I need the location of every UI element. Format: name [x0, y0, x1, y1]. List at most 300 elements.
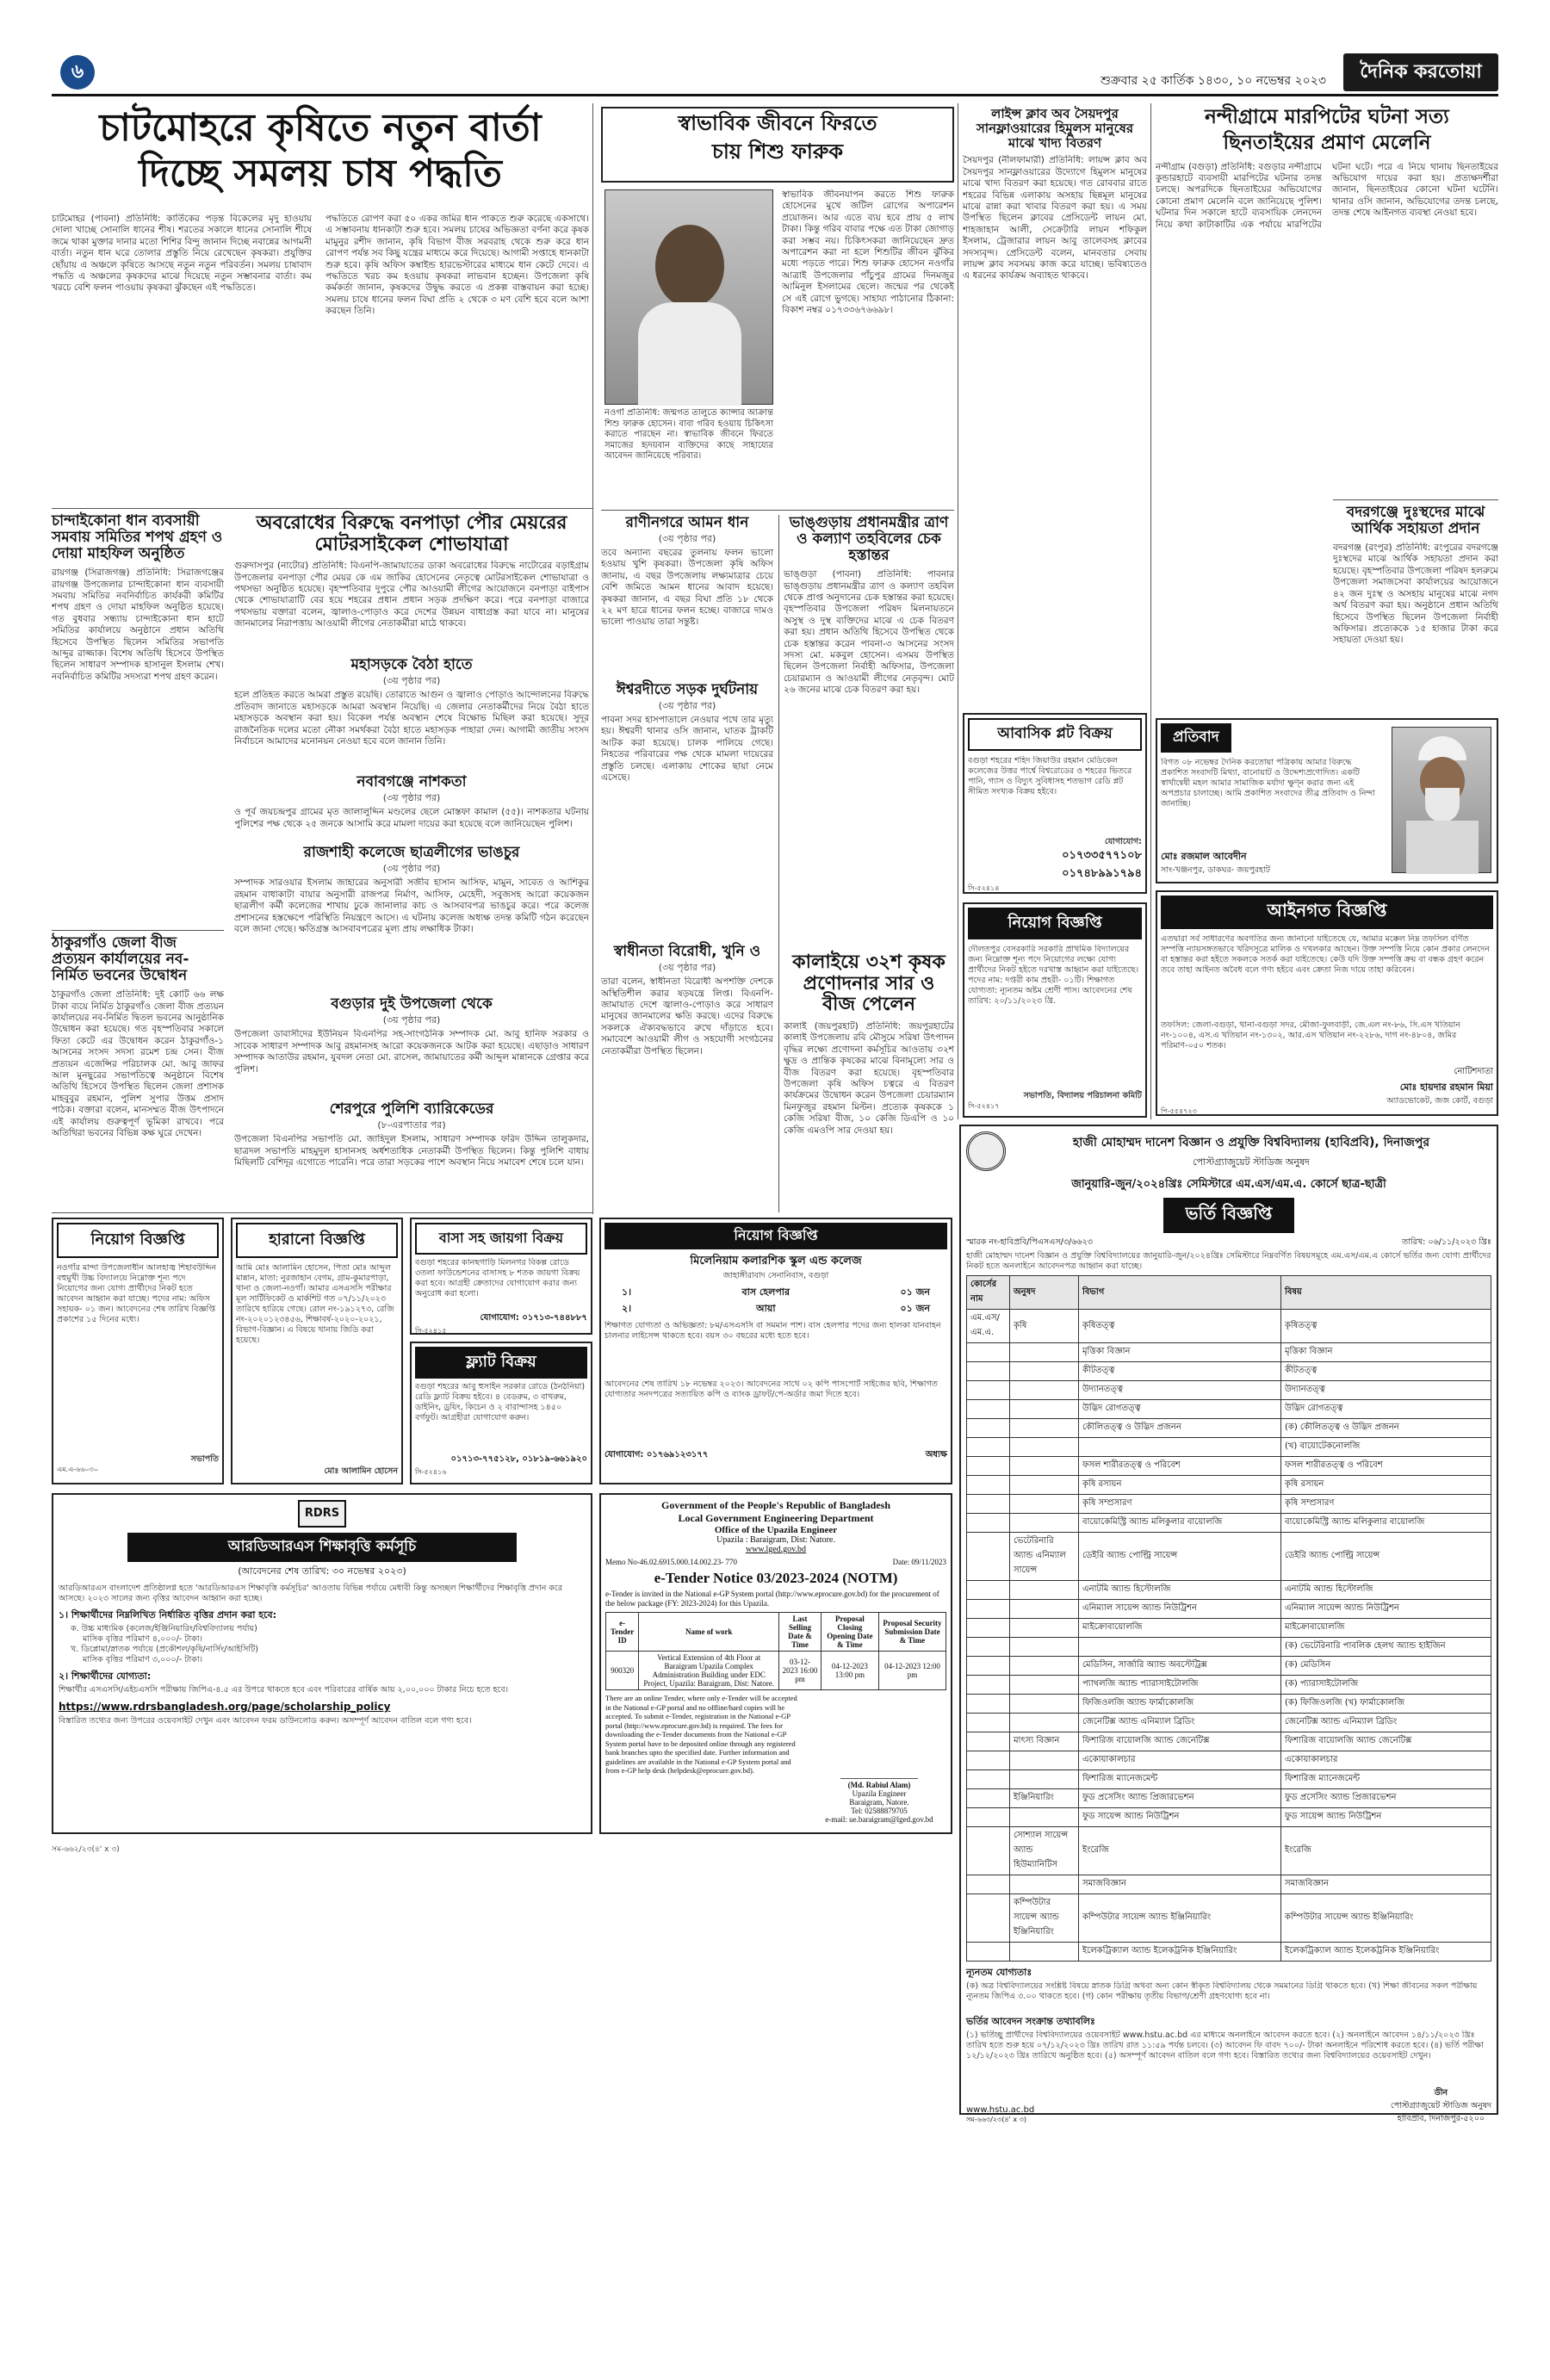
- tender-header: Proposal Security Submission Date & Time: [878, 1613, 946, 1652]
- continued-label: (৩য় পৃষ্ঠার পর): [658, 962, 716, 974]
- cell-faculty: [1010, 1619, 1079, 1638]
- cell-department: ডেইরি অ্যান্ড পোল্ট্রি সায়েন্স: [1079, 1533, 1281, 1581]
- table-row: [967, 1894, 1491, 1943]
- post-p: আয়া: [756, 1303, 776, 1314]
- table-row: [967, 1514, 1491, 1533]
- ad-title: বাসা সহ জায়গা বিক্রয়: [415, 1223, 587, 1255]
- story-headline-line2: দিচ্ছে সমলয় চাষ পদ্ধতি: [139, 152, 502, 196]
- post-p: বাস হেলপার: [741, 1286, 790, 1298]
- table-row: [967, 1875, 1491, 1894]
- table-row: [967, 1362, 1491, 1381]
- tender-signature: [815, 1760, 944, 1824]
- cell-subject: সমাজবিজ্ঞান: [1280, 1875, 1491, 1894]
- university-name: হাজী মোহাম্মদ দানেশ বিজ্ঞান ও প্রযুক্তি বিশ্ববিদ্যালয় (হাবিপ্রবি), দিনাজপুর: [1072, 1135, 1430, 1150]
- cell-subject: উদ্ভিদ রোগতত্ত্ব: [1280, 1400, 1491, 1419]
- ad-protest: [1156, 718, 1498, 883]
- contact: যোগাযোগ: ০১৭৬৯১২৩১৭৭: [604, 1450, 709, 1460]
- table-row: [967, 1400, 1491, 1419]
- cell-course: [967, 1419, 1010, 1438]
- sub-headline: স্বাধীনতা বিরোধী, খুনি ও: [613, 943, 761, 961]
- sub-headline: ঈশ্বরদীতে সড়ক দুর্ঘটনায়: [616, 681, 759, 699]
- university-website[interactable]: www.hstu.ac.bd: [966, 2105, 1035, 2115]
- sub-headline: রাজশাহী কলেজে ছাত্রলীগের ভাঙচুর: [303, 844, 520, 862]
- ad-body: এতদ্বারা সর্ব সাধারণের অবগতির জন্য জানানো যাইতেছে যে, আমার মক্কেল নিম্ন তফসিল বর্ণিত সম্পত্তি ন্যায়সঙ্গতভাবে খরিদসূত্রে মালিক ও দখলকার আছেন। উক্ত সম্পত্তি নিয়ে কোন প্রকার লেনদেন বা হস্তান্তর করা হইতে সকলকে সতর্ক করা যাইতেছে। কেউ যদি উক্ত সম্পত্তি ক্রয় বা বন্ধক গ্রহণ করেন তবে তাহা আইনত অবৈধ বলে গণ্য হইবে এবং ক্রেতা নিজ দায়ে তাহা করিবেন।: [1161, 934, 1490, 975]
- cell-subject: (ক) ভেটেরিনারি পাবলিক হেলথ অ্যান্ড হাইজিন: [1280, 1638, 1491, 1657]
- gov-line: Local Government Engineering Department: [678, 1512, 874, 1524]
- sign-name: মোঃ হায়দার রহমান মিয়া: [1399, 1082, 1493, 1093]
- cell-course: [967, 1581, 1010, 1600]
- cell-course: [967, 1875, 1010, 1894]
- ref-number: স্মারক নং-হাবিপ্রবি/পিএসএস/৩/৬৬২৩: [966, 1237, 1093, 1247]
- info-body: (১) ভর্তিচ্ছু প্রার্থীদের বিশ্ববিদ্যালয়ের ওয়েবসাইট www.hstu.ac.bd এর মাধ্যমে অনলাইনে আবেদন করতে হবে। (২) অনলাইনে আবেদন ১৪/১১/২০২৩ খ্রিঃ তারিখ হতে শুরু হয়ে ০৭/১২/২০২৩ খ্রিঃ তারিখ রাত ১১:৫৯ পর্যন্ত চলবে। (৩) আবেদন ফি বাবদ ৭০০/- টাকা অনলাইনে পরিশোধ করতে হবে। (৪) ভর্তি পরীক্ষা ১২/১২/২০২৩ খ্রিঃ তারিখে অনুষ্ঠিত হবে। (৫) অসম্পূর্ণ আবেদন বাতিল বলে গণ্য হবে। বিস্তারিত তথ্যের জন্য বিশ্ববিদ্যালয়ের ওয়েবসাইট দেখুন।: [966, 2030, 1484, 2061]
- cell-department: মৃত্তিকা বিজ্ঞান: [1079, 1343, 1281, 1362]
- cell-faculty: [1010, 1581, 1079, 1600]
- sub-body: হলে প্রতিহত করতে আমরা প্রস্তুত রয়েছি। তোরাতে আগুন ও জ্বালাও পোড়াও আন্দোলনের বিরুদ্ধে প্রতিবাদ জানাতে মহাসড়কে আমরা অবস্থান নিয়েছি। এ জেলার নেতাকর্মীদের নিয়ে বৈঠা হাতে মহাসড়কে অবস্থান করা হয়। বিকেল পর্যন্ত অবস্থান শেষে বিক্ষোভ মিছিল করা হয়েছে। সুদূর রাজনৈতিক দলের মতো নৌকা সমর্থকরা বৈঠা হাতে মহাসড়ক পাহারা দেন। আগামী জাতীয় সংসদ নির্বাচনে আমাদের মনোনয়ন নেওয়া হবে বলে জানান তিনি।: [234, 690, 589, 747]
- continued-label: (৩য় পৃষ্ঠার পর): [382, 792, 441, 804]
- signature-mark: [840, 1760, 918, 1779]
- cell-subject: ফুড সায়েন্স অ্যান্ড নিউট্রিশন: [1280, 1808, 1491, 1827]
- ad-title: ভর্তি বিজ্ঞপ্তি: [1163, 1198, 1295, 1233]
- memo-date: Date: 09/11/2023: [892, 1558, 946, 1566]
- post-n: ১।: [622, 1286, 632, 1298]
- ad-title: প্রতিবাদ: [1161, 723, 1231, 753]
- cell-faculty: [1010, 1657, 1079, 1676]
- post-c: ০১ জন: [900, 1303, 930, 1314]
- story-badarganj: [1333, 505, 1498, 672]
- scholarship-amount: মাসিক বৃত্তির পরিমাণ ৪,০০০/- টাকা।: [83, 1634, 203, 1644]
- cell-subject: এনাটমি অ্যান্ড হিস্টোলজি: [1280, 1581, 1491, 1600]
- story-headline: লাইন্স ক্লাব অব সৈয়দপুর সানফ্লাওয়ারের হিমুলস মানুষের মাঝে খাদ্য বিতরণ: [976, 106, 1134, 151]
- table-row: [967, 1438, 1491, 1457]
- cell-subject: কৃষি রসায়ন: [1280, 1476, 1491, 1495]
- cell-course: [967, 1943, 1010, 1962]
- university-emblem: [966, 1131, 1006, 1171]
- bottom-code: সম-৬৬২/২৩(৪' x ৩): [52, 1845, 120, 1854]
- cell-faculty: সোশ্যাল সায়েন্স অ্যান্ড হিউম্যানিটিস: [1010, 1827, 1079, 1875]
- rdrs-logo: RDRS: [298, 1500, 346, 1528]
- ad-legal-notice: [1156, 890, 1498, 1116]
- memo-number: Memo No-46.02.6915.000.14.002.23- 770: [605, 1558, 737, 1566]
- story-headline-line1: চাটমোহরে কৃষিতে নতুন বার্তা: [99, 106, 542, 150]
- cell-subject: জেনেটিক্স অ্যান্ড এনিম্যাল ব্রিডিং: [1280, 1714, 1491, 1732]
- sub-body: পাবনা সদর হাসপাতালে নেওয়ার পথে তার মৃত্যু হয়। ঈশ্বরদী থানার ওসি জানান, ঘাতক ট্রাকটি আটক করা হয়েছে। চালক পালিয়ে গেছে। নিহতের পরিবারের পক্ষ থেকে মামলা দায়েরের প্রস্তুতি চলছে। এলাকায় শোকের ছায়া নেমে এসেছে।: [601, 715, 773, 784]
- tender-title: e-Tender Notice 03/2023-2024 (NOTM): [654, 1570, 898, 1586]
- cell-department: এনাটমি অ্যান্ড হিস্টোলজি: [1079, 1581, 1281, 1600]
- session-line: জানুয়ারি-জুন/২০২৪খ্রিঃ সেমিস্টারে এম.এস/এম.এ. কোর্সে ছাত্র-ছাত্রী: [1071, 1178, 1386, 1191]
- faculty-name: পোস্টগ্র্যাজুয়েট স্টাডিজ অনুষদ: [1193, 1156, 1310, 1168]
- tender-cell: Vertical Extension of 4th Floor at Baraigram Upazila Complex Administration Building under EDC Project, Upazila: Baraigram, Dist: Natore.: [639, 1652, 779, 1690]
- cell-course: [967, 1457, 1010, 1476]
- ad-body: বগুড়া শহরের কানছগাড়ি মিলনগর বিকল্প রোডে ৩তলা ফাউন্ডেশনের বাসাসহ ৮ শতক জায়গা বিক্রয় করা হবে। আগ্রহী ক্রেতাদের যোগাযোগ করার জন্য অনুরোধ করা হলো।: [415, 1258, 580, 1298]
- tender-header: e-Tender ID: [606, 1613, 639, 1652]
- table-row: [967, 1695, 1491, 1714]
- cell-faculty: [1010, 1943, 1079, 1962]
- cell-course: [967, 1514, 1010, 1533]
- post-c: ০১ জন: [900, 1286, 930, 1298]
- story-headline: বদরগঞ্জে দুঃস্থদের মাঝে আর্থিক সহায়তা প্রদান: [1346, 504, 1485, 538]
- cell-department: উদ্ভিদ রোগতত্ত্ব: [1079, 1400, 1281, 1419]
- cell-course: [967, 1438, 1010, 1457]
- ad-footer: বিস্তারিত তথ্যের জন্য উপরের ওয়েবসাইট দেখুন এবং আবেদন ফরম ডাউনলোড করুন। অসম্পূর্ণ আবেদন বাতিল বলে গণ্য হবে।: [59, 1716, 472, 1726]
- story-nandigram: [1156, 107, 1498, 505]
- cell-course: [967, 1619, 1010, 1638]
- cell-department: উদ্যানতত্ত্ব: [1079, 1381, 1281, 1400]
- story-headline: ভাঙ্গুড়ায় প্রধানমন্ত্রীর ত্রাণ ও কল্যাণ তহবিলের চেক হস্তান্তর: [789, 514, 949, 565]
- story-headline-line3: বীজ পেলেন: [822, 994, 916, 1016]
- table-row: [967, 1789, 1491, 1808]
- table-row: [967, 1495, 1491, 1514]
- cell-department: [1079, 1638, 1281, 1657]
- cell-faculty: কৃষি: [1010, 1310, 1079, 1343]
- cell-faculty: [1010, 1751, 1079, 1770]
- col-faculty: অনুষদ: [1010, 1276, 1079, 1310]
- ad-body: বগুড়া শহরের শহিদ জিয়াউর রহমান মেডিকেল কলেজের উত্তর পার্শ্বে বিশ্বরোডের ও শহরের ভিতরে পানি, গ্যাস ও বিদ্যুৎ সুবিধাসহ শতভাগ রেডি প্লট সীমিত সংখ্যক বিক্রয় হইবে।: [968, 756, 1132, 796]
- ad-house-sale: [410, 1218, 592, 1335]
- child-photo: [604, 189, 773, 405]
- sub-body: উপজেলা ডাবাসীদের ইউনিয়ন বিএনপির সহ-সাংগঠনিক সম্পাদক মো. আবু হানিফ সরকার ও সাবেক সাধারণ সম্পাদক আবু রহমানসহ আরো কয়েকজনকে আটক করা হয়েছে। এছাড়াও সাধারণ সম্পাদক আতাউর রহমান, যুবদল নেতা মো. রাসেল, জামায়াতের কর্মী আব্দুল মান্নানকে গ্রেপ্তার করে পুলিশ।: [234, 1029, 589, 1075]
- cell-subject: মৃত্তিকা বিজ্ঞান: [1280, 1343, 1491, 1362]
- page-number: ৬: [71, 61, 84, 83]
- cell-faculty: [1010, 1600, 1079, 1619]
- sub-headline: নবাবগঞ্জে নাশকতা: [356, 773, 467, 791]
- cell-department: কৌলিতত্ত্ব ও উদ্ভিদ প্রজনন: [1079, 1419, 1281, 1438]
- table-row: [967, 1808, 1491, 1827]
- cell-course: [967, 1381, 1010, 1400]
- phone-number: ০১৭৪৮৯৯১৭৯৪: [1062, 867, 1142, 880]
- ref-date: তারিখ: ০৬/১১/২০২৩ খ্রিঃ: [1402, 1237, 1491, 1247]
- min-qual-body: (ক) অত্র বিশ্ববিদ্যালয়ের সংশ্লিষ্ট বিষয়ে স্নাতক ডিগ্রি অথবা অন্য কোন স্বীকৃত বিশ্ববিদ্যালয় থেকে সমমানের ডিগ্রি থাকতে হবে। (খ) শিক্ষা জীবনের সকল পরীক্ষায় ন্যূনতম জিপিএ ৩.০০ থাকতে হবে। (গ) কোন পরীক্ষায় তৃতীয় বিভাগ/শ্রেণী গ্রহণযোগ্য হবে না।: [966, 1981, 1478, 2001]
- scholarship-amount: মাসিক বৃত্তির পরিমাণ ৩,০০০/- টাকা।: [83, 1655, 203, 1664]
- table-row: [967, 1676, 1491, 1695]
- sign-title: Upazila Engineer: [852, 1789, 907, 1798]
- phone-number: যোগাযোগ: ০১৭১৩-৭৪৪৮৮৭: [480, 1313, 587, 1323]
- ad-flat-sale: [410, 1342, 592, 1484]
- sub-headline: মহাসড়কে বৈঠা হাতে: [350, 656, 473, 674]
- cell-subject: (ক) কৌলিতত্ত্ব ও উদ্ভিদ প্রজনন: [1280, 1419, 1491, 1438]
- cell-subject: ইংরেজি: [1280, 1827, 1491, 1875]
- ad-title: নিয়োগ বিজ্ঞপ্তি: [968, 908, 1142, 939]
- story-bonpara: [234, 513, 589, 1203]
- cell-faculty: [1010, 1419, 1079, 1438]
- cell-subject: এনিম্যাল সায়েন্স অ্যান্ড নিউট্রিশন: [1280, 1600, 1491, 1619]
- gov-line: Government of the People's Republic of Bangladesh: [661, 1499, 890, 1511]
- sign-office: Baraigram, Natore.: [849, 1798, 909, 1807]
- phone-number: ০১৭৩৩৫৭৭১০৮: [1062, 849, 1142, 862]
- cell-department: প্যাথলজি অ্যান্ড প্যারাসাইটোলজি: [1079, 1676, 1281, 1695]
- ad-code: সি-৫২৪১৭: [968, 1102, 1000, 1110]
- ad-code: এম.এ-৬৬০৩০: [57, 1466, 99, 1473]
- story-body: নন্দীগ্রাম (বগুড়া) প্রতিনিধি: বগুড়ার নন্দীগ্রামে কুন্ডারহাটে ব্যবসায়ী মারপিটের ঘটনার তদন্ত চলছে। অপরদিকে ছিনতাইয়ের অভিযোগের কোনো প্রমাণ মেলেনি বলে জানিয়েছে পুলিশ। ঘটনার দিন সকালে হাটে ব্যবসায়িক লেনদেন নিয়ে কথা কাটাকাটির এক পর্যায়ে মারপিটের ঘটনা ঘটে। পরে এ নিয়ে থানায় ছিনতাইয়ের অভিযোগ দায়ের করা হয়। প্রত্যক্ষদর্শীরা জানান, ছিনতাইয়ের কোনো ঘটনা ঘটেনি। থানার ওসি জানান, অভিযোগের তদন্ত চলছে, তদন্ত শেষে আইনগত ব্যবস্থা নেওয়া হবে।: [1156, 161, 1498, 230]
- cell-department: ফিশারিজ ম্যানেজমেন্ট: [1079, 1770, 1281, 1789]
- ad-code: সম-৬৬৩/২৩(৪' x ৩): [966, 2116, 1026, 2123]
- ad-sign: সভাপতি: [190, 1454, 219, 1464]
- ad-subtitle: (আবেদনের শেষ তারিখ: ৩০ নভেম্বর ২০২৩): [238, 1565, 406, 1577]
- story-body: কালাই (জয়পুরহাট) প্রতিনিধি: জয়পুরহাটের কালাই উপজেলায় রবি মৌসুমে সরিষা উৎপাদন বৃদ্ধির লক্ষ্যে প্রণোদনা কর্মসূচির আওতায় ৩২শ ক্ষুদ্র ও প্রান্তিক কৃষকের মাঝে বিনামূল্যে সার ও বীজ বিতরণ করা হয়েছে। বৃহস্পতিবার উপজেলা কৃষি অফিস চত্বরে এ বিতরণ কার্যক্রমের উদ্বোধন করেন উপজেলা চেয়ারম্যান মিনফুজুর রহমান মিল্টন। প্রত্যেক কৃষককে ১ কেজি সরিষা বীজ, ১০ কেজি ডিএপি ও ১০ কেজি এমওপি সার দেওয়া হয়।: [784, 1020, 954, 1136]
- cell-course: [967, 1638, 1010, 1657]
- tender-header: Proposal Closing Opening Date & Time: [821, 1613, 878, 1652]
- ad-title: নিয়োগ বিজ্ঞপ্তি: [604, 1223, 947, 1249]
- story-headline-line2: প্রণোদনার সার ও: [803, 972, 935, 995]
- newspaper-logo: দৈনিক করতোয়া: [1343, 53, 1498, 91]
- cell-subject: উদ্যানতত্ত্ব: [1280, 1381, 1491, 1400]
- cell-subject: বায়োকেমিস্ট্রি অ্যান্ড মলিকুলার বায়োলজি: [1280, 1514, 1491, 1533]
- cell-subject: মাইক্রোবায়োলজি: [1280, 1619, 1491, 1638]
- story-body: বদরগঞ্জ (রংপুর) প্রতিনিধি: রংপুরের বদরগঞ্জে দুঃস্থদের মাঝে আর্থিক সহায়তা প্রদান করা হয়েছে। বৃহস্পতিবার উপজেলা পরিষদ হলরুমে উপজেলা সমাজসেবা কার্যালয়ের আয়োজনে ৪২ জন দুঃস্থ ও অসহায় মানুষের মাঝে নগদ অর্থ বিতরণ করা হয়। অনুষ্ঠানে প্রধান অতিথি হিসেবে উপস্থিত ছিলেন উপজেলা নির্বাহী অফিসার। প্রত্যেককে ১৫ হাজার টাকা করে সহায়তা দেওয়া হয়।: [1333, 542, 1498, 646]
- cell-subject: কৃষি সম্প্রসারণ: [1280, 1495, 1491, 1514]
- story-chandaikona: [52, 513, 224, 919]
- ad-intro: আরডিআরএস বাংলাদেশ প্রতিষ্ঠালগ্ন হতে 'আরডিআরএস শিক্ষাবৃত্তি কর্মসূচির' আওতায় বিভিন্ন পর্যায়ে মেধাবী কিন্তু অসচ্ছল শিক্ষার্থীদের শিক্ষাবৃত্তি প্রদান করে আসছে। ২০২৩ সালের জন্য বৃত্তির আবেদন আহ্বান করা হচ্ছে।: [59, 1584, 563, 1603]
- cell-faculty: [1010, 1400, 1079, 1419]
- apply-info: আবেদনের শেষ তারিখ ১৮ নভেম্বর ২০২৩। আবেদনের সাথে ০২ কপি পাসপোর্ট সাইজের ছবি, শিক্ষাগত যোগ্যতার সনদপত্রের সত্যায়িত কপি ও ব্যাংক ড্রাফট/পে-অর্ডার জমা দিতে হবে।: [604, 1379, 938, 1399]
- ad-intro: হাজী মোহাম্মদ দানেশ বিজ্ঞান ও প্রযুক্তি বিশ্ববিদ্যালয়ের জানুয়ারি-জুন/২০২৪খ্রিঃ সেমিস্টারে নিম্নবর্ণিত বিষয়সমূহে এম.এস/এম.এ কোর্সে ভর্তির জন্য যোগ্য প্রার্থীদের নিকট হতে অনলাইনে আবেদনপত্র আহ্বান করা যাচ্ছে।: [966, 1251, 1491, 1271]
- institution-address: জাহাঙ্গীরাবাদ সেনানিবাস, বগুড়া: [722, 1271, 829, 1280]
- table-row: [967, 1714, 1491, 1732]
- sign-title: অ্যাডভোকেট, জজ কোর্ট, বগুড়া: [1386, 1096, 1493, 1106]
- tender-table: [605, 1612, 946, 1690]
- story-headline-line1: কালাইয়ে ৩২শ কৃষক: [792, 951, 946, 973]
- ad-rdrs-scholarship: [52, 1493, 592, 1834]
- ad-title: আরডিআরএস শিক্ষাবৃত্তি কর্মসূচি: [127, 1533, 517, 1562]
- continued-label: (৩য় পৃষ্ঠার পর): [382, 1014, 441, 1026]
- cell-department: একোয়াকালচার: [1079, 1751, 1281, 1770]
- continued-label: (৩য় পৃষ্ঠার পর): [658, 533, 716, 545]
- story-headline-line2: চায় শিশু ফারুক: [711, 139, 844, 164]
- table-row: [967, 1581, 1491, 1600]
- cell-faculty: [1010, 1808, 1079, 1827]
- section-heading: ২। শিক্ষার্থীদের যোগ্যতা:: [59, 1670, 152, 1682]
- ad-sign: মোঃ আলামিন হোসেন: [324, 1466, 398, 1476]
- cell-course: [967, 1894, 1010, 1943]
- col-department: বিভাগ: [1079, 1276, 1281, 1310]
- ad-university-admission: [959, 1125, 1498, 2123]
- cell-department: ফিজিওলজি অ্যান্ড ফার্মাকোলজি: [1079, 1695, 1281, 1714]
- qualification: শিক্ষাগত যোগ্যতা ও অভিজ্ঞতা: ৮ম/এসএসসি বা সমমান পাশ। বাস হেলপার পদের জন্য হালকা যানবাহন চালনার লাইসেন্স থাকতে হবে। বয়স ৩০ বছরের মধ্যে হতে হবে।: [604, 1321, 941, 1341]
- cell-subject: একোয়াকালচার: [1280, 1751, 1491, 1770]
- story-kalai: [784, 952, 954, 1211]
- photo-caption: নওগাঁ প্রতিনিধি: জন্মগত তালুতে ক্যান্সার আক্রান্ত শিশু ফারুক হোসেন। বাবা গরিব হওয়ায় চিকিৎসা করাতে পারছেন না। স্বাভাবিক জীবনে ফিরতে সমাজের হৃদয়বান ব্যক্তিদের কাছে সাহায্যের আবেদন জানিয়েছে পরিবার।: [604, 408, 773, 461]
- cell-subject: (ক) প্যারাসাইটোলজি: [1280, 1676, 1491, 1695]
- story-headline: অবরোধের বিরুদ্ধে বনপাড়া পৌর মেয়রের মোটরসাইকেল শোভাযাত্রা: [256, 512, 567, 555]
- tender-notes: There are an online Tender, where only e-Tender will be accepted in the National e-GP portal and no offline/hard copies will be accepted. To submit e-Tender, registration in the National e-GP portal (http://www.eprocure.gov.bd) is required. The fees for downloading the e-Tender documents from the National e-GP System portal have to be deposited online through any registered bank branches upto the specified date. Further information and guidelines are available in the National e-GP System portal and from e-GP help desk (helpdesk@eprocure.gov.bd).: [605, 1694, 797, 1775]
- continued-label: (৩য় পৃষ্ঠার পর): [658, 700, 716, 712]
- scholarship-item: ক. উচ্চ মাধ্যমিক (কলেজ/ইঞ্জিনিয়ারিং/বিশ্ববিদ্যালয় পর্যায়): [71, 1624, 257, 1633]
- ad-lost-notice: [231, 1218, 403, 1484]
- ad-millennium-job: [599, 1218, 952, 1484]
- cell-course: [967, 1751, 1010, 1770]
- cell-subject: ফুড প্রসেসিং অ্যান্ড প্রিজারভেশন: [1280, 1789, 1491, 1808]
- cell-department: কীটতত্ত্ব: [1079, 1362, 1281, 1381]
- cell-subject: কীটতত্ত্ব: [1280, 1362, 1491, 1381]
- cell-course: [967, 1789, 1010, 1808]
- cell-faculty: ভেটেরিনারি অ্যান্ড এনিম্যাল সায়েন্স: [1010, 1533, 1079, 1581]
- sign-address: হাবিপ্রবি, দিনাজপুর-৫২০০: [1397, 2114, 1485, 2123]
- tender-cell: 03-12-2023 16:00 pm: [779, 1652, 822, 1690]
- cell-course: [967, 1676, 1010, 1695]
- tender-intro: e-Tender is invited in the National e-GP System portal (http://www.eprocure.gov.bd) for the procurement of the below package (FY: 2023-2024) for this Upazila.: [605, 1590, 939, 1608]
- gov-line: Office of the Upazila Engineer: [714, 1525, 838, 1535]
- person-photo: [1392, 727, 1491, 873]
- ad-sign: অধ্যক্ষ: [925, 1450, 947, 1460]
- cell-faculty: [1010, 1638, 1079, 1657]
- table-row: [967, 1827, 1491, 1875]
- cell-faculty: [1010, 1875, 1079, 1894]
- cell-department: এনিম্যাল সায়েন্স অ্যান্ড নিউট্রিশন: [1079, 1600, 1281, 1619]
- scholarship-item: খ. ডিপ্লোমা/স্নাতক পর্যায়ে (প্রকৌশল/কৃষি/নার্সিং/আইসিটি): [71, 1645, 258, 1654]
- cell-faculty: কম্পিউটার সায়েন্স অ্যান্ড ইঞ্জিনিয়ারিং: [1010, 1894, 1079, 1943]
- gov-line: Upazila : Baraigram, Dist: Natore.: [716, 1535, 835, 1545]
- story-body: রায়গঞ্জ (সিরাজগঞ্জ) প্রতিনিধি: সিরাজগঞ্জের রায়গঞ্জ উপজেলার চান্দাইকোনা ধান ব্যবসায়ী সমবায় সমিতির নবনির্বাচিত কার্যকরী কমিটির শপথ গ্রহণ ও দোয়া মাহফিল অনুষ্ঠিত হয়েছে। গত বুধবার সন্ধ্যায় চান্দাইকোনা ধান হাটে সমিতির কার্যালয়ে অনুষ্ঠানে প্রধান অতিথি হিসেবে উপস্থিত ছিলেন সমিতির সভাপতি আব্দুর রাজ্জাক। বিশেষ অতিথি হিসেবে উপস্থিত ছিলেন সাধারণ সম্পাদক হাসানুল ইসলাম শেখ। নবনির্বাচিত কমিটির সদস্যরা শপথ গ্রহণ করেন।: [52, 567, 224, 682]
- table-row: [967, 1732, 1491, 1751]
- sign-name: (Md. Rabiul Alam): [847, 1781, 911, 1789]
- cell-faculty: [1010, 1381, 1079, 1400]
- signer-address: সাং-খঞ্জনপুর, ডাকঘর- জয়পুরহাট: [1161, 865, 1270, 875]
- cell-course: [967, 1808, 1010, 1827]
- cell-course: [967, 1732, 1010, 1751]
- table-row: [967, 1533, 1491, 1581]
- cell-faculty: [1010, 1770, 1079, 1789]
- cell-course: [967, 1495, 1010, 1514]
- ad-code: সি-৫২৪১৬: [415, 1468, 447, 1476]
- cell-faculty: [1010, 1676, 1079, 1695]
- post-row: [622, 1285, 930, 1301]
- cell-department: সমাজবিজ্ঞান: [1079, 1875, 1281, 1894]
- ad-body: দৌলতপুর বেসরকারি সরকারি প্রাথমিক বিদ্যালয়ের জন্য নিম্নোক্ত শূন্য পদে নিয়োগের লক্ষ্যে যোগ্য প্রার্থীদের নিকট হইতে দরখাস্ত আহ্বান করা যাইতেছে। পদের নাম: দপ্তরী কাম প্রহরী- ০১টি। শিক্ষাগত যোগ্যতা: ন্যূনতম অষ্টম শ্রেণী পাস। আবেদনের শেষ তারিখ: ২০/১১/২০২৩ খ্রি.: [968, 945, 1139, 1006]
- story-chatmohar: [52, 106, 589, 317]
- institution-name: মিলেনিয়াম কলারশিক স্কুল এন্ড কলেজ: [690, 1255, 862, 1267]
- story-saidpur: [963, 107, 1147, 654]
- cell-department: জেনেটিক্স অ্যান্ড এনিম্যাল ব্রিডিং: [1079, 1714, 1281, 1732]
- story-raninagar: [601, 515, 773, 1149]
- cell-faculty: [1010, 1476, 1079, 1495]
- post-list: [622, 1285, 930, 1317]
- cell-faculty: [1010, 1514, 1079, 1533]
- cell-faculty: [1010, 1343, 1079, 1362]
- cell-faculty: [1010, 1438, 1079, 1457]
- sub-body: সম্পাদক সারওয়ার ইসলাম জাহারের অনুসারী সজীব হাসান আসিফ, মামুন, সাবেত ও আশিকুর রহমান বাধাকাটা বায়ার অনুসারী রাজপত্র নির্মাণ, আসিফ, মেহেদী, সবুজসহ আরো কয়েকজন ছাত্রলীগ কর্মী কলেজের শাখায় ঢুকে জানালার কাচ ও আসবাবপত্র ভাঙচুর করে। পরে কলেজ প্রশাসনের হস্তক্ষেপে পরিস্থিতি নিয়ন্ত্রণে আসে। এ ঘটনায় কলেজ অধ্যক্ষ তদন্ত কমিটি গঠন করেছেন বলে জানা গেছে। ক্ষতিগ্রস্ত আসবাবপত্রের মূল্য প্রায় লক্ষাধিক টাকা।: [234, 877, 589, 934]
- tender-header: Name of work: [639, 1613, 779, 1652]
- cell-subject: কৃষিতত্ত্ব: [1280, 1310, 1491, 1343]
- ad-schedule: তফসিল: জেলা-বগুড়া, থানা-বগুড়া সদর, মৌজা-ফুলবাড়ী, জে.এল নং-৮৬, সি.এস খতিয়ান নং-১০০৪, এস.এ খতিয়ান নং-১৩০২, আর.এস খতিয়ান নং-২২৮৬, দাগ নং-৪৮০৪, জমির পরিমাণ-০৫০ শতক।: [1161, 1020, 1460, 1051]
- cell-subject: (খ) বায়োটেকনোলজি: [1280, 1438, 1491, 1457]
- continued-label: (৩য় পৃষ্ঠার পর): [382, 863, 441, 875]
- cell-course: [967, 1476, 1010, 1495]
- table-row: [967, 1457, 1491, 1476]
- cell-faculty: [1010, 1495, 1079, 1514]
- cell-subject: ফিশারিজ ম্যানেজমেন্ট: [1280, 1770, 1491, 1789]
- ad-body: বগুড়া শহরের আবু হুসাইন সরকার রোডে (ঠনঠনিয়া) রেডি ফ্ল্যাট বিক্রয় হইবে। ৪ বেডরুম, ৩ বাথরুম, ডাইনিং, ড্রয়িং, কিচেন ও ২ বারান্দাসহ ১৪৫০ বর্গফুট। আগ্রহীরা যোগাযোগ করুন।: [415, 1382, 586, 1422]
- date-line: শুক্রবার ২৫ কার্তিক ১৪৩০, ১০ নভেম্বর ২০২৩: [1100, 74, 1326, 88]
- cell-faculty: মাৎস্য বিজ্ঞান: [1010, 1732, 1079, 1751]
- story-headline-line2: ছিনতাইয়ের প্রমাণ মেলেনি: [1223, 131, 1431, 154]
- cell-department: মেডিসিন, সার্জারি অ্যান্ড অবস্টেট্রিক্স: [1079, 1657, 1281, 1676]
- cell-faculty: [1010, 1457, 1079, 1476]
- admission-table: [966, 1275, 1491, 1962]
- table-row: [967, 1751, 1491, 1770]
- ad-job-notice: [963, 902, 1147, 1118]
- cell-subject: ডেইরি অ্যান্ড পোল্ট্রি সায়েন্স: [1280, 1533, 1491, 1581]
- ad-job-left: [52, 1218, 224, 1484]
- cell-faculty: ইঞ্জিনিয়ারিং: [1010, 1789, 1079, 1808]
- ad-code: পি-৫৫৪৭২৩: [1161, 1107, 1197, 1115]
- story-faruk: [601, 107, 954, 461]
- masthead: [52, 52, 1498, 96]
- cell-course: [967, 1770, 1010, 1789]
- cell-course: [967, 1533, 1010, 1581]
- ad-body: নওগাঁর মান্দা উপজেলাধীন আলহাজ্ব শিহাবউদ্দিন বহুমুখী উচ্চ বিদ্যালয়ে নিম্নোক্ত শূন্য পদে নিয়োগের জন্য যোগ্য প্রার্থীদের নিকট হতে আবেদন আহ্বান করা যাচ্ছে। পদের নাম: অফিস সহায়ক- ০১ জন। আবেদনের শেষ তারিখ বিজ্ঞপ্তি প্রকাশের ১৫ দিনের মধ্যে।: [57, 1263, 217, 1324]
- tender-cell: 900320: [606, 1652, 639, 1690]
- cell-department: বায়োকেমিস্ট্রি অ্যান্ড মলিকুলার বায়োলজি: [1079, 1514, 1281, 1533]
- cell-department: ইলেকট্রিক্যাল অ্যান্ড ইলেকট্রনিক ইঞ্জিনিয়ারিং: [1079, 1943, 1281, 1962]
- ad-body: আমি মোঃ আলামিন হোসেন, পিতা মোঃ আব্দুল মান্নান, মাতা: নুরজাহান বেগম, গ্রাম-কুমারপাড়া, থানা ও জেলা-নওগাঁ। আমার এসএসসি পরীক্ষার মূল সার্টিফিকেট ও মার্কশিট গত ০৭/১১/২০২৩ তারিখে হারিয়ে গেছে। রোল নং-১৯১২৭৩, রেজি নং-২০২০১২৩৪৫৬, শিক্ষাবর্ষ-২০২০-২০২১, বিভাগ-বিজ্ঞান। এ বিষয়ে থানায় জিডি করা হয়েছে।: [236, 1263, 394, 1345]
- info-title: ভর্তির আবেদন সংক্রান্ত তথ্যাবলিঃ: [966, 2016, 1095, 2027]
- cell-course: এম.এস/ এম.এ.: [967, 1310, 1010, 1343]
- cell-department: ইংরেজি: [1079, 1827, 1281, 1875]
- story-headline: ঠাকুরগাঁও জেলা বীজ প্রত্যয়ন কার্যালয়ের নব-নির্মিত ভবনের উদ্বোধন: [52, 934, 189, 985]
- cell-department: কৃষিতত্ত্ব: [1079, 1310, 1281, 1343]
- sign-email: e-mail: ue.baraigram@lged.gov.bd: [825, 1815, 933, 1824]
- cell-department: কম্পিউটার সায়েন্স অ্যান্ড ইঞ্জিনিয়ারিং: [1079, 1894, 1281, 1943]
- cell-subject: (ক) মেডিসিন: [1280, 1657, 1491, 1676]
- cell-subject: ফসল শারীরতত্ত্ব ও পরিবেশ: [1280, 1457, 1491, 1476]
- post-row: [622, 1301, 930, 1317]
- tender-cell: 04-12-2023 13:00 pm: [821, 1652, 878, 1690]
- col-subject: বিষয়: [1280, 1276, 1491, 1310]
- cell-department: কৃষি রসায়ন: [1079, 1476, 1281, 1495]
- table-row: [967, 1381, 1491, 1400]
- story-body: গুরুদাসপুর (নাটোর) প্রতিনিধি: বিএনপি-জামায়াতের ডাকা অবরোধের বিরুদ্ধে নাটোরের বড়াইগ্রাম উপজেলার বনপাড়া পৌর মেয়র কে এম জাকির হোসেনের নেতৃত্বে মোটরসাইকেল শোভাযাত্রা ও পথসভা অনুষ্ঠিত হয়েছে। বৃহস্পতিবার দুপুরে পৌর আওয়ামী লীগের আয়োজনে বনপাড়া বাইপাস থেকে শোভাযাত্রাটি বের হয়ে শহরের প্রধান প্রধান সড়ক প্রদক্ষিণ করে। পরে বনপাড়া বাজারে পথসভায় বক্তারা বলেন, জ্বালাও-পোড়াও করে দেশের উন্নয়ন বাধাগ্রস্ত করা যাবে না। মানুষের জানমালের নিরাপত্তায় আওয়ামী লীগের নেতাকর্মীরা মাঠে থাকবে।: [234, 561, 589, 629]
- sign-label: নোটিশদাতা: [1454, 1067, 1493, 1076]
- scholarship-link[interactable]: https://www.rdrsbangladesh.org/page/scholarship_policy: [59, 1701, 391, 1713]
- ad-body: বিগত ০৮ নভেম্বর দৈনিক করতোয়া পত্রিকায় আমার বিরুদ্ধে প্রকাশিত সংবাদটি মিথ্যা, বানোয়াট ও উদ্দেশ্যপ্রণোদিত। একটি স্বার্থান্বেষী মহল আমার সামাজিক মর্যাদা ক্ষুণ্ন করার জন্য এই অপপ্রচার চালাচ্ছে। আমি প্রকাশিত সংবাদের তীব্র প্রতিবাদ ও নিন্দা জানাচ্ছি।: [1161, 758, 1375, 809]
- cell-faculty: [1010, 1714, 1079, 1732]
- cell-department: কৃষি সম্প্রসারণ: [1079, 1495, 1281, 1514]
- table-row: [967, 1476, 1491, 1495]
- story-body: ঠাকুরগাঁও জেলা প্রতিনিধি: দুই কোটি ৬৬ লক্ষ টাকা ব্যয়ে নির্মিত ঠাকুরগাঁও জেলা বীজ প্রত্যয়ন কার্যালয়ের নব-নির্মিত দ্বিতল ভবনের আনুষ্ঠানিক উদ্বোধন করা হয়েছে। গত বৃহস্পতিবার সকালে ফিতা কেটে এর উদ্বোধন করেন ঠাকুরগাঁও-১ আসনের সংসদ সদস্য রমেশ চন্দ্র সেন। বীজ প্রত্যয়ন এজেন্সির পরিচালক মো. আবু জাফর আল মুনছুরের সভাপতিত্বে অনুষ্ঠানে বিশেষ অতিথি হিসেবে উপস্থিত ছিলেন জেলা প্রশাসক মাহবুবুর রহমান, পুলিশ সুপার উত্তম প্রসাদ পাঠক। বক্তারা বলেন, মানসম্মত বীজ উৎপাদনে এই কার্যালয় গুরুত্বপূর্ণ ভূমিকা রাখবে। পরে অতিথিরা ভবনের বিভিন্ন কক্ষ ঘুরে দেখেন।: [52, 989, 224, 1138]
- ad-title: নিয়োগ বিজ্ঞপ্তি: [57, 1223, 219, 1258]
- sign-faculty: পোস্টগ্র্যাজুয়েট স্টাডিজ অনুষদ: [1390, 2101, 1491, 2110]
- cell-course: [967, 1657, 1010, 1676]
- cell-course: [967, 1343, 1010, 1362]
- story-body: ভাঙ্গুড়া (পাবনা) প্রতিনিধি: পাবনার ভাঙ্গুড়ায় প্রধানমন্ত্রীর ত্রাণ ও কল্যাণ তহবিল থেকে প্রাপ্ত অনুদানের চেক হস্তান্তর করা হয়েছে। বৃহস্পতিবার উপজেলা পরিষদ মিলনায়তনে অসুস্থ ও দুস্থ ব্যক্তিদের মাঝে এ চেক বিতরণ করা হয়। প্রধান অতিথি হিসেবে উপস্থিত থেকে চেক হস্তান্তর করেন পাবনা-৩ আসনের সংসদ সদস্য মো. মকবুল হোসেন। এসময় উপস্থিত ছিলেন উপজেলা নির্বাহী অফিসার, উপজেলা চেয়ারম্যান ও আওয়ামী লীগের নেতৃবৃন্দ। মোট ২৬ জনের মাঝে চেক বিতরণ করা হয়।: [784, 569, 954, 696]
- cell-course: [967, 1600, 1010, 1619]
- ad-title: আবাসিক প্লট বিক্রয়: [968, 718, 1142, 751]
- table-row: [967, 1310, 1491, 1343]
- tender-cell: 04-12-2023 12:00 pm: [878, 1652, 946, 1690]
- cell-department: ফুড সায়েন্স অ্যান্ড নিউট্রিশন: [1079, 1808, 1281, 1827]
- post-n: ২।: [622, 1303, 632, 1314]
- ad-code: সি-৫২৪১৪: [968, 884, 1000, 892]
- table-row: [967, 1638, 1491, 1657]
- min-qual-title: ন্যূনতম যোগ্যতাঃ: [966, 1967, 1032, 1978]
- cell-department: ফসল শারীরতত্ত্ব ও পরিবেশ: [1079, 1457, 1281, 1476]
- cell-course: [967, 1695, 1010, 1714]
- tender-header: Last Selling Date & Time: [779, 1613, 822, 1652]
- ad-code: সি-৫২৪১৫: [415, 1327, 447, 1335]
- section-heading: ১। শিক্ষার্থীদের নিম্নলিখিত নির্ধারিত বৃত্তির প্রদান করা হবে:: [59, 1609, 277, 1621]
- sub-headline: রাণীনগরে আমন ধান: [625, 514, 749, 531]
- eligibility: শিক্ষার্থীর এসএসসি/এইচএসসি পরীক্ষায় জিপিএ-৪.৫ এর উপরে থাকতে হবে এবং পরিবারের বার্ষিক আয় ২,০০,০০০ টাকার নিচে হতে হবে।: [59, 1685, 509, 1695]
- gov-website[interactable]: www.lged.gov.bd: [745, 1545, 807, 1554]
- story-headline-line1: স্বাভাবিক জীবনে ফিরতে: [678, 111, 877, 135]
- ad-etender: [599, 1493, 952, 1834]
- col-course: কোর্সের নাম: [967, 1276, 1010, 1310]
- table-row: [967, 1619, 1491, 1638]
- sub-body: তবে অন্যান্য বছরের তুলনায় ফলন ভালো হওয়ায় খুশি কৃষকরা। উপজেলা কৃষি অফিস জানায়, এ বছর উপজেলায় লক্ষ্যমাত্রার চেয়ে বেশি জমিতে আমন ধানের আবাদ হয়েছে। কৃষকরা জানান, এ বছর বিঘা প্রতি ১৮ থেকে ২২ মণ হারে ধানের ফলন হচ্ছে। বাজারে দামও ভালো পাওয়ায় তারা সন্তুষ্ট।: [601, 548, 773, 628]
- story-body: স্বাভাবিক জীবনযাপন করতে শিশু ফারুক হোসেনের মুখে জটিল রোগের অপারেশন প্রয়োজন। আর এতে ব্যয় হবে প্রায় ৫ লাখ টাকা। কিন্তু গরিব বাবার পক্ষে এত টাকা জোগাড় করা সম্ভব নয়। চিকিৎসকরা জানিয়েছেন দ্রুত অপারেশন করা না হলে শিশুটির জীবন ঝুঁকির মধ্যে পড়তে পারে। শিশু ফারুক হোসেন নওগাঁর আত্রাই উপজেলার পাঁচুপুর গ্রামের দিনমজুর আমিনুল ইসলামের ছেলে। জন্মের পর থেকেই সে এই রোগে ভুগছে। সাহায্য পাঠানোর ঠিকানা: বিকাশ নম্বর ০১৭৩৩৬৭৬৬৯৮।: [782, 189, 954, 316]
- sub-body: তারা বলেন, স্বাধীনতা বিরোধী অপশক্তি দেশকে অস্থিতিশীল করার ষড়যন্ত্রে লিপ্ত। বিএনপি-জামায়াত দেশে জ্বালাও-পোড়াও করে সাধারণ মানুষের জানমালের ক্ষতি করছে। এদের বিরুদ্ধে সকলকে ঐক্যবদ্ধভাবে রুখে দাঁড়াতে হবে। সমাবেশে আওয়ামী লীগ ও সহযোগী সংগঠনের নেতাকর্মীরা উপস্থিত ছিলেন।: [601, 976, 773, 1057]
- continued-label: (৩য় পৃষ্ঠার পর): [382, 675, 441, 687]
- table-row: [967, 1419, 1491, 1438]
